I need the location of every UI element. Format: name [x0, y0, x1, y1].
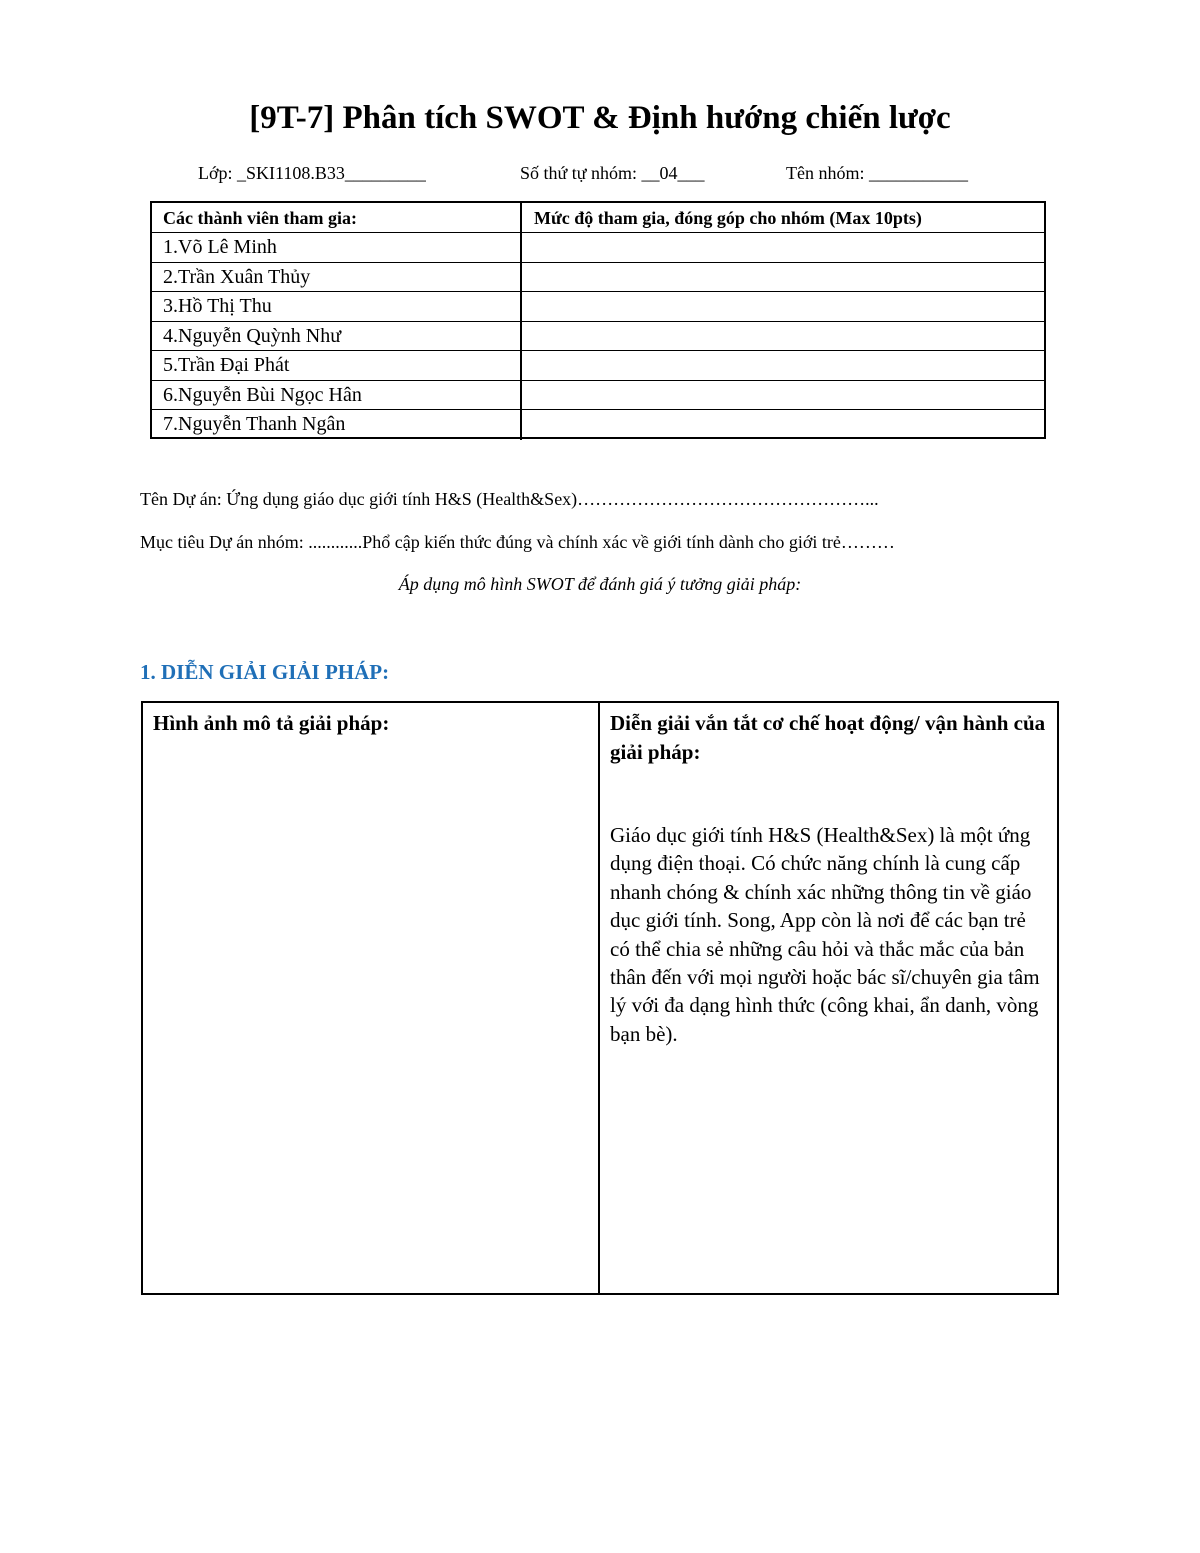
member-contribution	[522, 233, 1044, 263]
group-name-field: Tên nhóm: ___________	[786, 163, 968, 183]
member-contribution	[522, 410, 1044, 440]
solution-description: Giáo dục giới tính H&S (Health&Sex) là một ứng dụng điện thoại. Có chức năng chính là cung cấp nhanh chóng & chính xác những thông tin về giáo dục giới tính. Song, App còn là nơi để các bạn trẻ có thể chia sẻ những câu hỏi và thắc mắc của bản thân đến với mọi người hoặc bác sĩ/chuyên gia tâm lý với đa dạng hình thức (công khai, ẩn danh, vòng bạn bè).	[610, 823, 1040, 1046]
member-name: 4.Nguyễn Quỳnh Như	[152, 322, 522, 352]
member-name: 6.Nguyễn Bùi Ngọc Hân	[152, 381, 522, 411]
solution-description-cell	[600, 703, 1057, 1293]
section-heading: 1. DIỄN GIẢI GIẢI PHÁP:	[140, 660, 390, 684]
member-name: 2.Trần Xuân Thủy	[152, 263, 522, 293]
member-contribution	[522, 292, 1044, 322]
member-contribution	[522, 381, 1044, 411]
members-header-cell: Các thành viên tham gia:	[152, 203, 522, 232]
page-title: [9T-7] Phân tích SWOT & Định hướng chiến lược	[249, 100, 951, 136]
members-table	[150, 201, 1046, 439]
table-row	[152, 233, 1044, 263]
solution-image-cell	[143, 703, 600, 1293]
solution-table	[141, 701, 1059, 1295]
group-number-field: Số thứ tự nhóm: __04___	[520, 163, 705, 183]
table-row	[152, 322, 1044, 352]
member-name: 5.Trần Đại Phát	[152, 351, 522, 381]
table-row	[152, 410, 1044, 440]
member-name: 1.Võ Lê Minh	[152, 233, 522, 263]
table-row	[152, 263, 1044, 293]
description-header: Diễn giải vắn tắt cơ chế hoạt động/ vận hành của giải pháp:	[610, 711, 1046, 764]
member-name: 3.Hồ Thị Thu	[152, 292, 522, 322]
table-row	[152, 381, 1044, 411]
table-row	[152, 292, 1044, 322]
image-header: Hình ảnh mô tả giải pháp:	[153, 711, 390, 735]
class-field: Lớp: _SKI1108.B33_________	[198, 163, 426, 183]
member-contribution	[522, 322, 1044, 352]
members-table-header	[152, 203, 1044, 233]
member-contribution	[522, 351, 1044, 381]
project-name: Tên Dự án: Ứng dụng giáo dục giới tính H&S (Health&Sex)…………………………………………...	[140, 489, 879, 509]
apply-note: Áp dụng mô hình SWOT để đánh giá ý tưởng giải pháp:	[398, 574, 802, 594]
member-name: 7.Nguyễn Thanh Ngân	[152, 410, 522, 440]
project-goal: Mục tiêu Dự án nhóm: ............Phổ cập kiến thức đúng và chính xác về giới tính dành cho giới trẻ………	[140, 532, 895, 552]
contribution-header-cell: Mức độ tham gia, đóng góp cho nhóm (Max 10pts)	[534, 208, 922, 228]
member-contribution	[522, 263, 1044, 293]
table-row	[152, 351, 1044, 381]
